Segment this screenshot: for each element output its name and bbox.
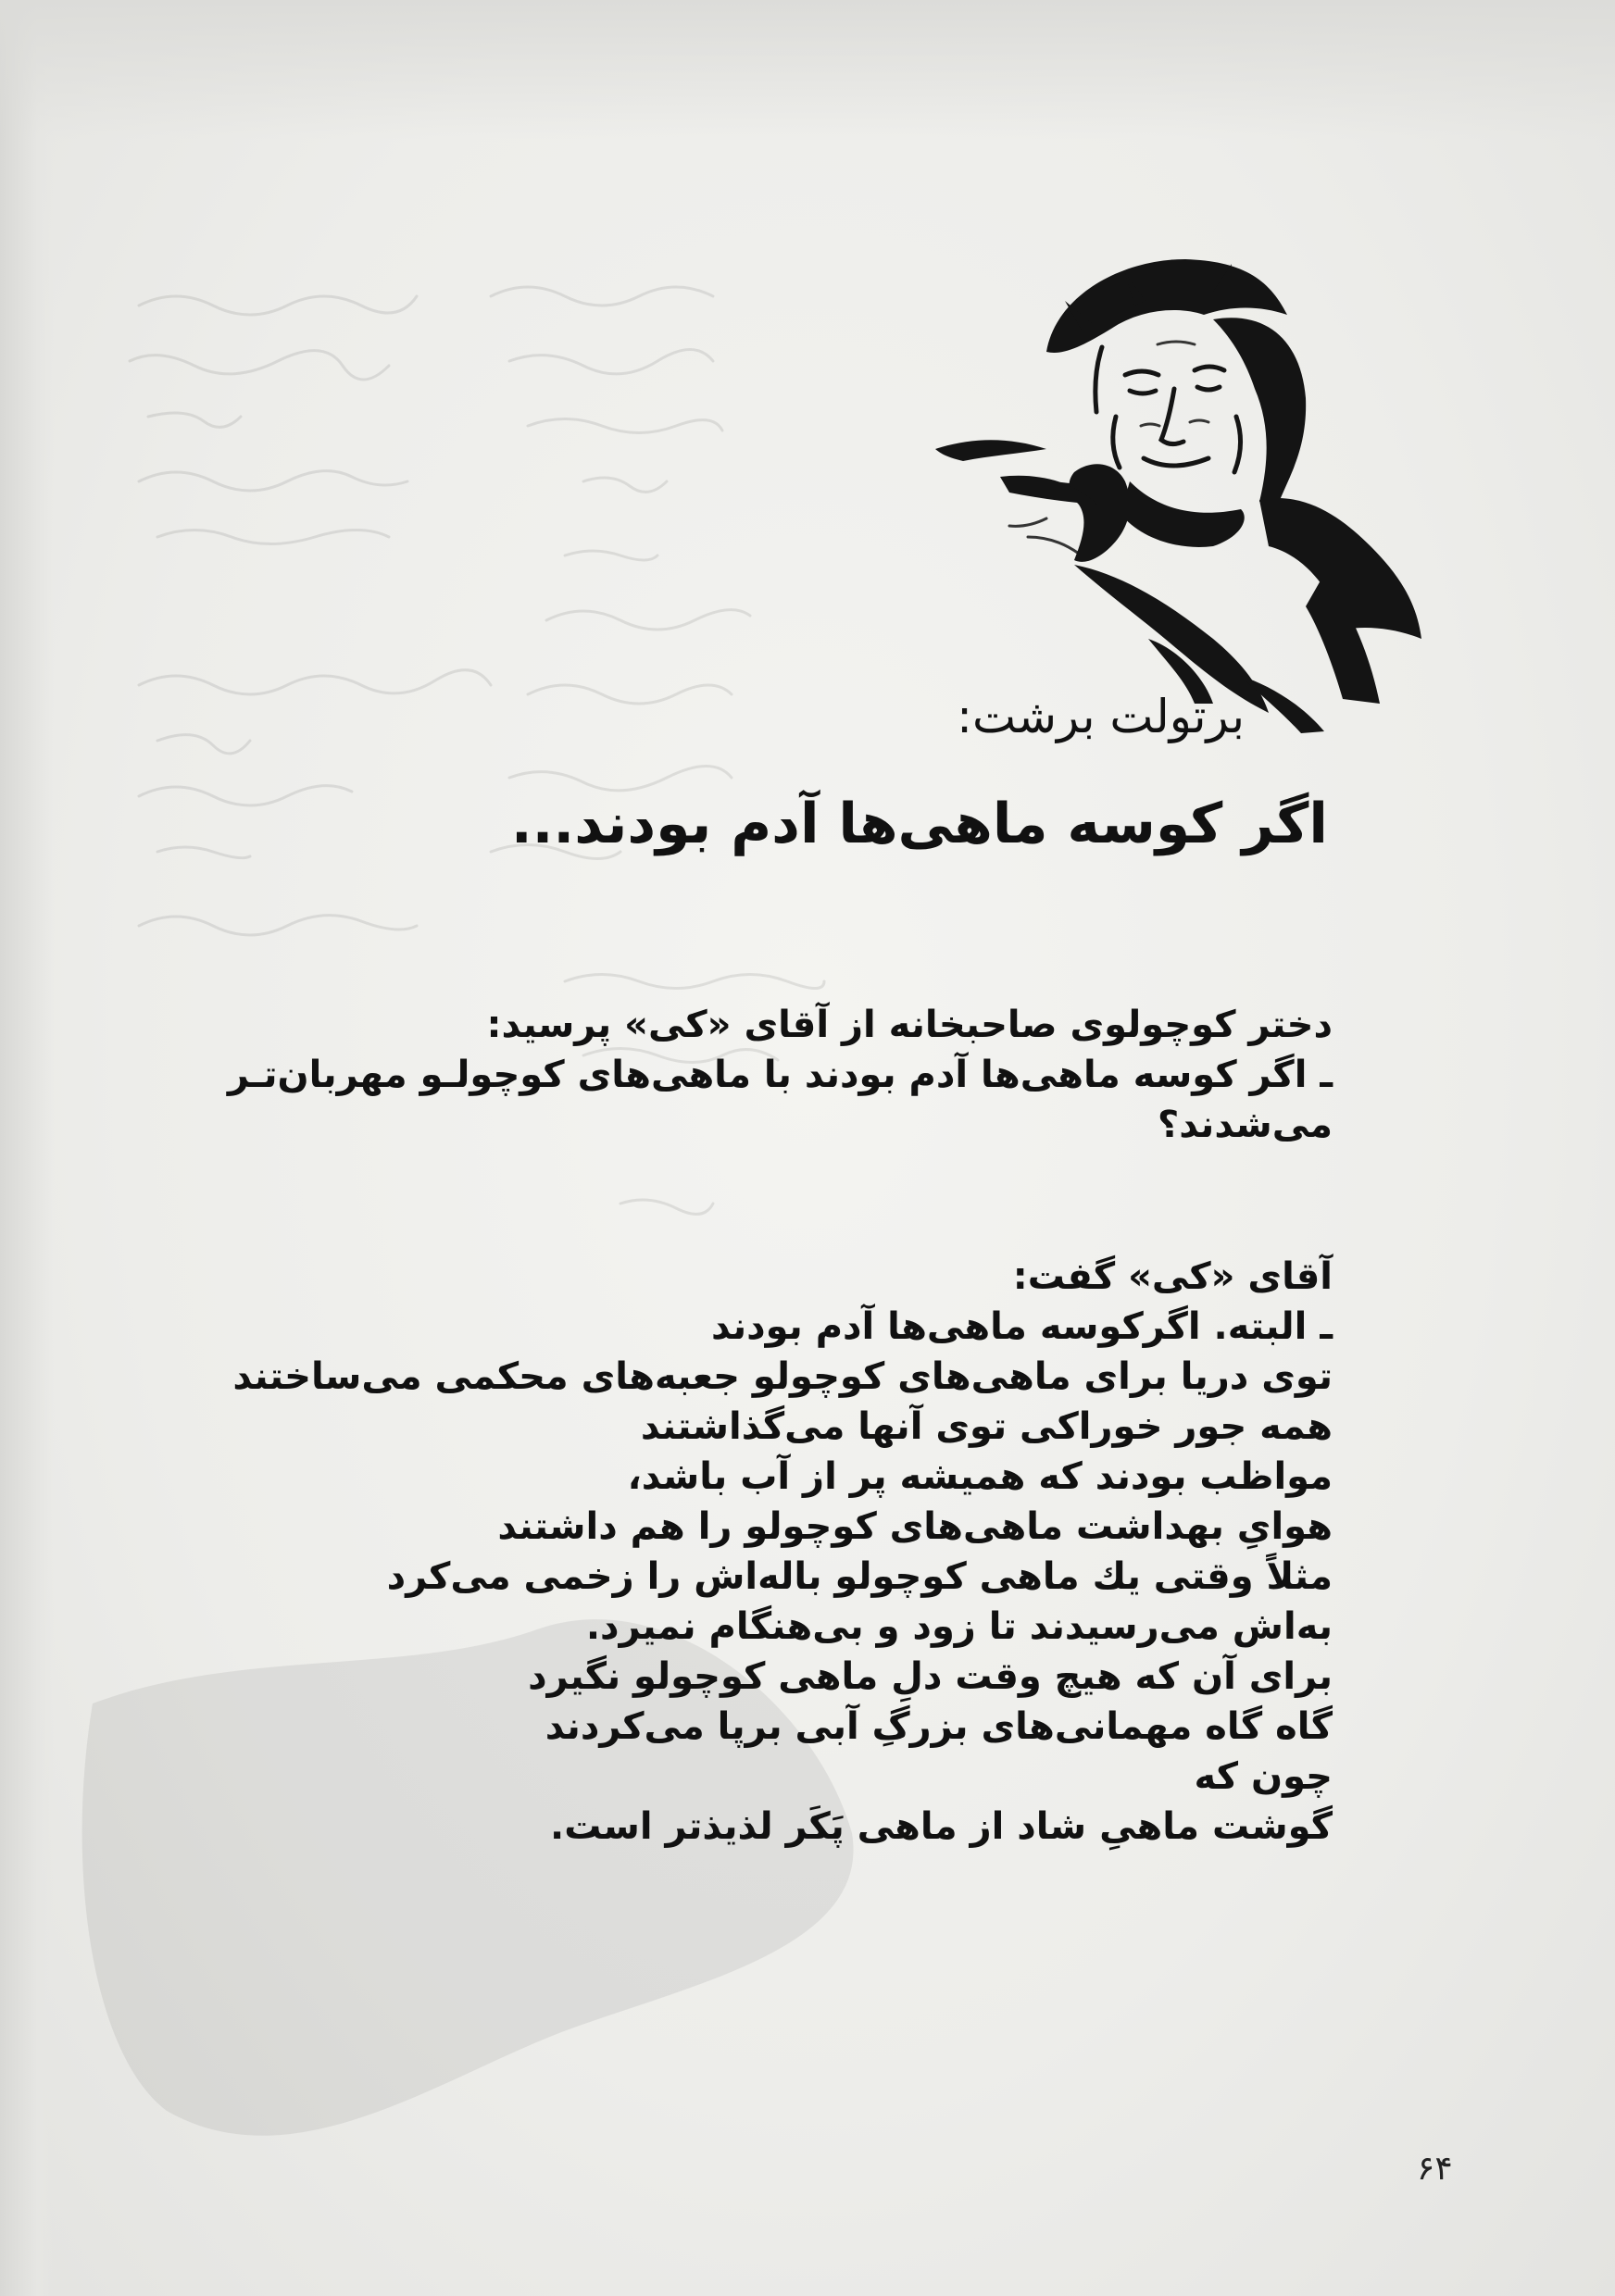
question-line: می‌شدند؟ [1157, 1104, 1333, 1146]
answer-line: گاه گاه مهمانی‌های بزرگِ آبی برپا می‌کردند [545, 1705, 1333, 1748]
author-name: برتولت برشت: [957, 690, 1245, 743]
answer-line: برای آن که هیچ وقت دلِ ماهی کوچولو نگیرد [528, 1655, 1333, 1698]
portrait-sketch [935, 241, 1454, 741]
answer-intro: آقای «کی» گفت: [1012, 1255, 1333, 1298]
page-title: اگر کوسه ماهی‌ها آدم بودند... [510, 792, 1328, 856]
dialogue-intro: دختر کوچولوی صاحبخانه از آقای «کی» پرسید: [486, 1004, 1333, 1046]
answer-line: همه جور خوراکی توی آنها می‌گذاشتند [640, 1405, 1333, 1448]
question-line: ـ اگر کوسه ماهی‌ها آدم بودند با ماهی‌های کوچولـو مهربان‌تـر [227, 1054, 1333, 1096]
answer-line: هوایِ بهداشت ماهی‌های کوچولو را هم داشتند [497, 1505, 1333, 1548]
answer-line: توی دریا برای ماهی‌های کوچولو جعبه‌های محکمی می‌ساختند [232, 1355, 1333, 1398]
page-edge-shadow [0, 0, 54, 2296]
answer-line: مثلاً وقتی یك ماهی کوچولو باله‌اش را زخمی می‌کرد [386, 1555, 1333, 1598]
page-number: ۶۴ [1417, 2150, 1453, 2188]
poem-body [221, 1000, 1333, 1852]
answer-line: گوشت ماهیِ شاد از ماهی پَکَر لذیذتر است. [550, 1805, 1333, 1848]
answer-line: مواظب بودند که همیشه پر از آب باشد، [627, 1455, 1333, 1498]
answer-line: چون که [1194, 1755, 1333, 1798]
answer-line: به‌اش می‌رسیدند تا زود و بی‌هنگام نمیرد. [585, 1605, 1333, 1648]
answer-line: ـ البته. اگرکوسه ماهی‌ها آدم بودند [711, 1305, 1333, 1348]
page-top-shadow [0, 0, 1615, 139]
